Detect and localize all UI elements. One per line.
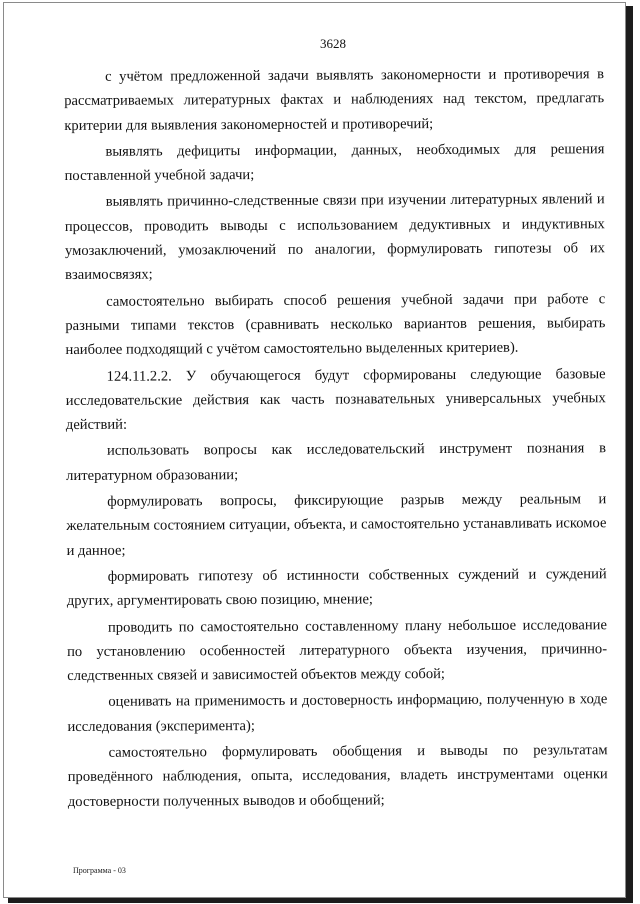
paragraph: выявлять дефициты информации, данных, необходимых для решения поставленной учебной задачи; <box>64 141 605 185</box>
paragraph: формировать гипотезу об истинности собственных суждений и суждений других, аргументировать свою позицию, мнение; <box>66 566 607 610</box>
page-footer: Программа - 03 <box>73 866 126 875</box>
paragraph: с учётом предложенной задачи выявлять закономерности и противоречия в рассматриваемых литературных фактах и наблюдениях над текстом, предлагать критерии для выявления закономерностей и противоречий; <box>64 66 605 134</box>
paragraph: самостоятельно выбирать способ решения учебной задачи при работе с разными типами текстов (сравнивать несколько вариантов решения, выбирать наиболее подходящий с учётом самостоятельно выделенных критериев). <box>65 290 606 359</box>
paragraph: использовать вопросы как исследовательский инструмент познания в литературном образовании; <box>66 440 607 484</box>
document-body <box>64 62 608 816</box>
scan-shadow-right <box>626 6 633 899</box>
paragraph: формулировать вопросы, фиксирующие разрыв между реальным и желательным состоянием ситуации, объекта, и самостоятельно устанавливать искомое и данное; <box>66 491 607 559</box>
paragraph: выявлять причинно-следственные связи при изучении литературных явлений и процессов, проводить выводы с использованием дедуктивных и индуктивных умозаключений, умозаключений по аналогии, формулировать гипотезы об их взаимосвязях; <box>64 191 606 284</box>
paragraph: самостоятельно формулировать обобщения и выводы по результатам проведённого наблюдения, опыта, исследования, владеть инструментами оценки достоверности полученных выводов и обобщений; <box>67 742 608 810</box>
paragraph: оценивать на применимость и достоверность информацию, полученную в ходе исследования (эксперимента); <box>67 691 608 735</box>
paragraph: 124.11.2.2. У обучающегося будут сформированы следующие базовые исследовательские действия как часть познавательных универсальных учебных действий: <box>65 365 606 434</box>
page-number: 3628 <box>320 36 346 51</box>
paragraph: проводить по самостоятельно составленному плану небольшое исследование по установлению особенностей литературного объекта изучения, причинно-следственных связей и зависимостей объектов между собой; <box>67 616 608 685</box>
scan-shadow-bottom <box>8 898 633 903</box>
